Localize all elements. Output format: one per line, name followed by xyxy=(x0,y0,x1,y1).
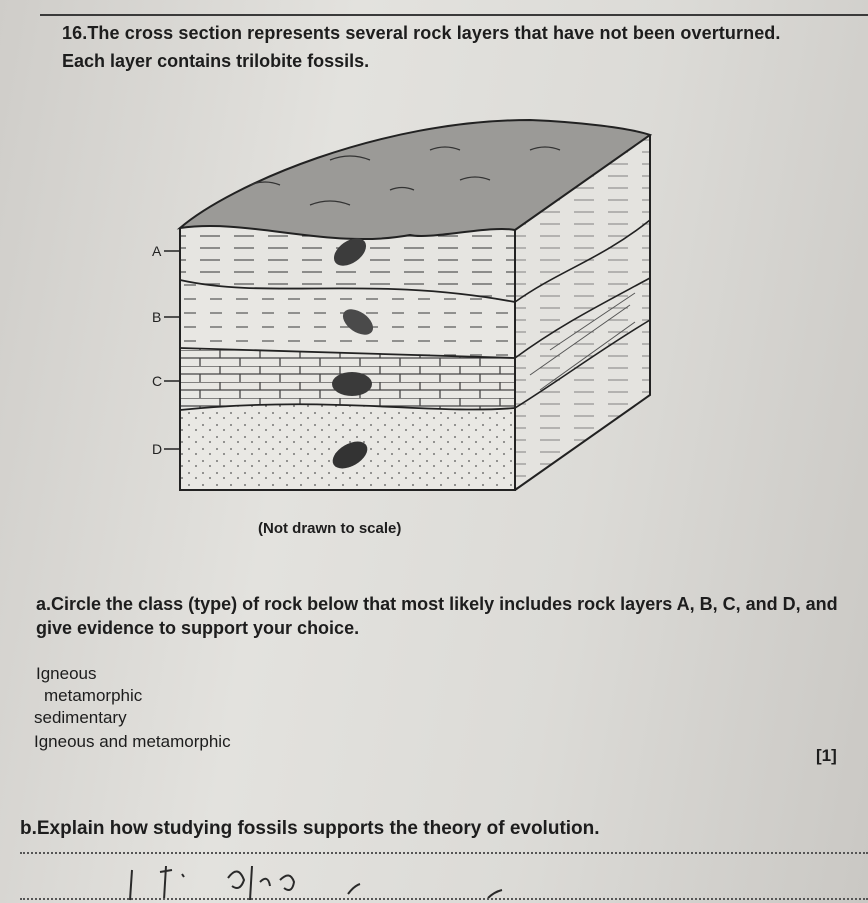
option-igneous-and-metamorphic[interactable]: Igneous and metamorphic xyxy=(34,732,231,751)
option-igneous[interactable]: Igneous xyxy=(36,664,97,683)
option-metamorphic[interactable]: metamorphic xyxy=(44,686,143,705)
part-a-question: a.Circle the class (type) of rock below that most likely includes rock layers A, B, C, and D, and give evidence to support your choice. xyxy=(36,594,838,638)
trilobite-fossil-c xyxy=(332,372,372,396)
answer-line-2[interactable] xyxy=(20,898,868,900)
handwritten-answer-scribble xyxy=(120,860,540,903)
layer-label-c: C xyxy=(152,373,163,389)
layer-label-a: A xyxy=(152,243,162,259)
top-rule xyxy=(40,14,868,16)
question-title: 16.The cross section represents several rock layers that have not been overturned. xyxy=(62,23,781,43)
rock-layers-diagram xyxy=(130,110,670,510)
diagram-caption: (Not drawn to scale) xyxy=(258,520,402,537)
question-subtitle: Each layer contains trilobite fossils. xyxy=(62,51,370,71)
option-sedimentary[interactable]: sedimentary xyxy=(34,708,127,727)
answer-line-1[interactable] xyxy=(20,852,868,854)
layer-label-b: B xyxy=(152,309,162,325)
part-b-question: b.Explain how studying fossils supports the theory of evolution. xyxy=(20,818,600,839)
marks-indicator: [1] xyxy=(816,746,837,765)
layer-label-d: D xyxy=(152,441,163,457)
